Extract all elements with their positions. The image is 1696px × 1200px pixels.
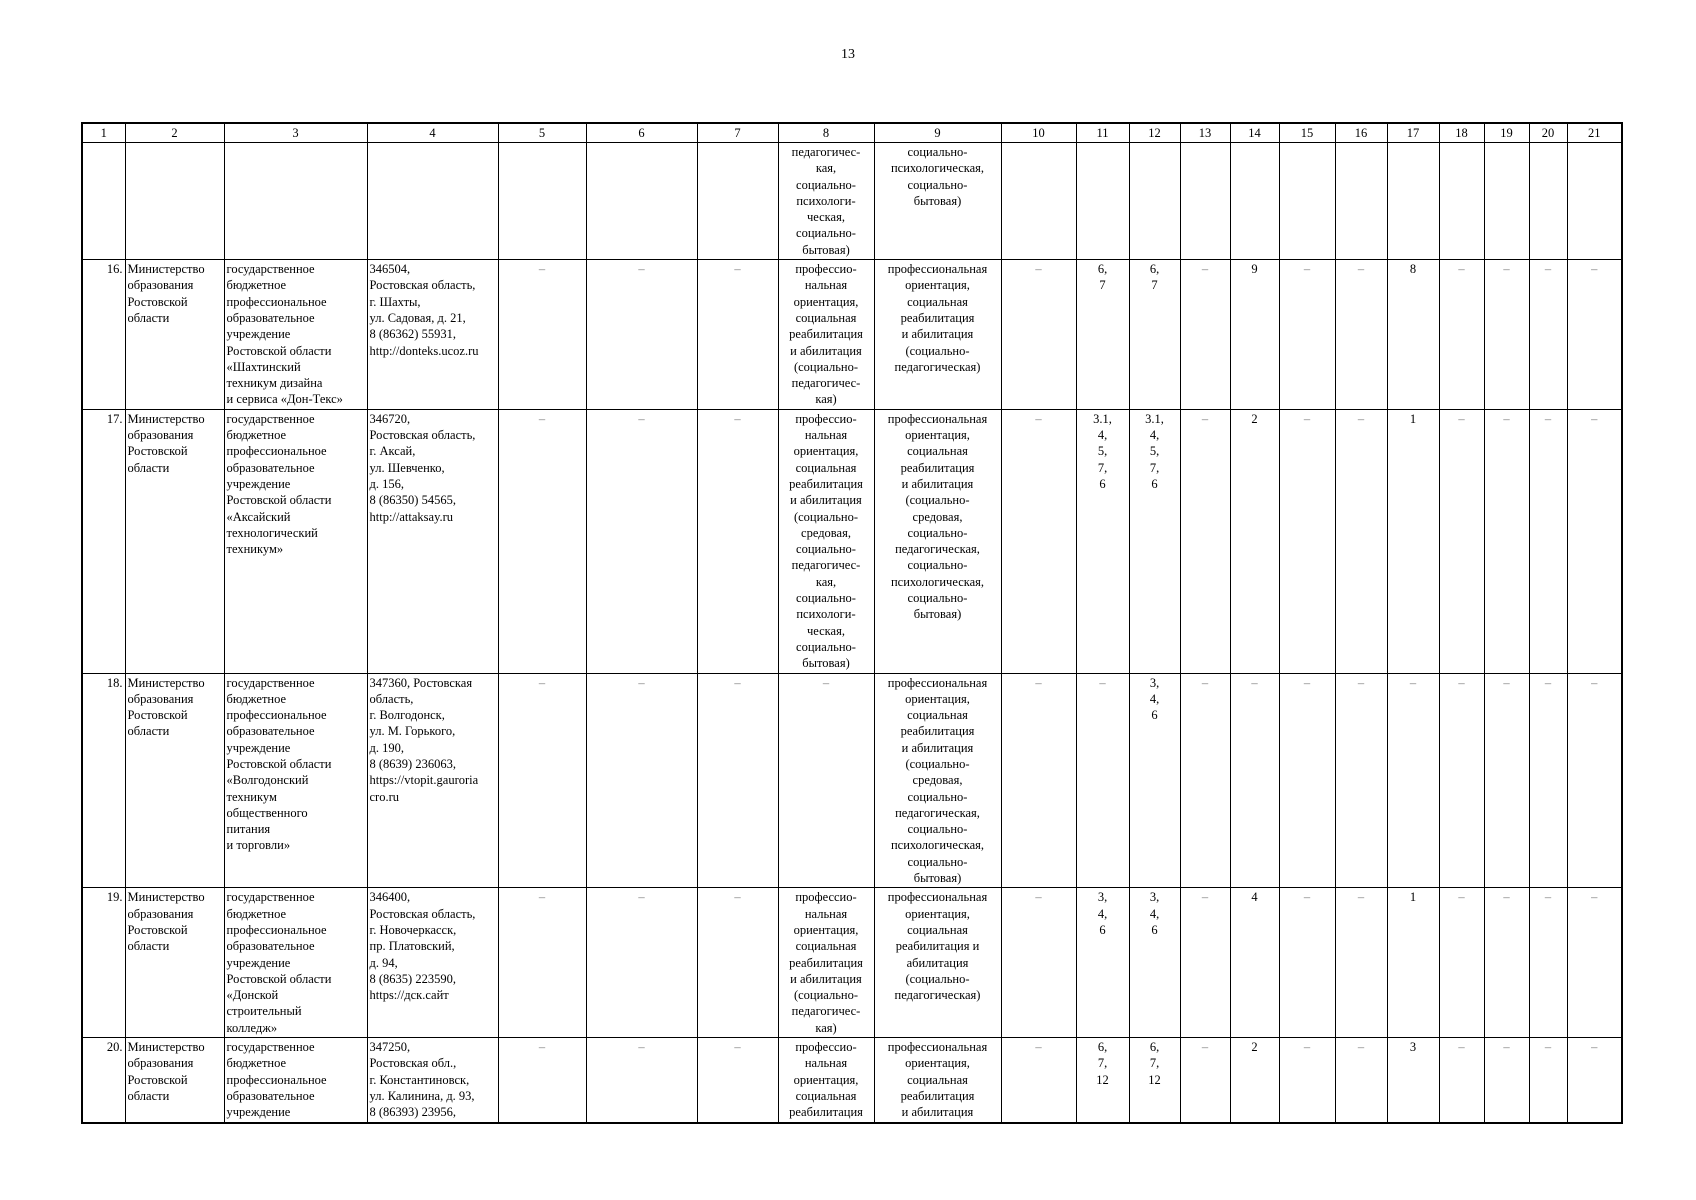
column-header-12: 12 xyxy=(1129,123,1180,143)
cell-c21: – xyxy=(1567,888,1622,1038)
cell-c5: – xyxy=(498,260,586,410)
cell-c8: профессио- нальная ориентация, социальная реабилитация и абилитация (социально- педагогичес- кая) xyxy=(778,888,874,1038)
cell-c6: – xyxy=(586,260,697,410)
cell-c9: профессиональная ориентация, социальная реабилитация и абилитация (социально- средовая, социально- педагогическая, социально- психологическая, социально- бытовая) xyxy=(874,673,1001,888)
cell-c18 xyxy=(1439,143,1484,260)
cell-c5: – xyxy=(498,1038,586,1123)
cell-c14: – xyxy=(1230,673,1279,888)
cell-c19: – xyxy=(1484,409,1529,673)
column-header-19: 19 xyxy=(1484,123,1529,143)
cell-c12 xyxy=(1129,143,1180,260)
column-header-7: 7 xyxy=(697,123,778,143)
cell-c19: – xyxy=(1484,1038,1529,1123)
column-header-11: 11 xyxy=(1076,123,1129,143)
cell-c18: – xyxy=(1439,888,1484,1038)
table-body xyxy=(82,143,1622,1123)
column-header-5: 5 xyxy=(498,123,586,143)
cell-c5: – xyxy=(498,888,586,1038)
cell-c6: – xyxy=(586,673,697,888)
page-number: 13 xyxy=(841,47,855,62)
column-number-row xyxy=(82,123,1622,143)
cell-c18: – xyxy=(1439,409,1484,673)
cell-institution: государственное бюджетное профессиональное образовательное учреждение Ростовской области «Шахтинский техникум дизайна и сервиса «Дон-Текс» xyxy=(224,260,367,410)
cell-institution: государственное бюджетное профессиональное образовательное учреждение Ростовской области «Донской строительный колледж» xyxy=(224,888,367,1038)
cell-c21 xyxy=(1567,143,1622,260)
cell-c19: – xyxy=(1484,673,1529,888)
cell-c11: 3, 4, 6 xyxy=(1076,888,1129,1038)
cell-c14 xyxy=(1230,143,1279,260)
column-header-6: 6 xyxy=(586,123,697,143)
cell-c6 xyxy=(586,143,697,260)
cell-c17: 1 xyxy=(1387,409,1439,673)
cell-c12: 6, 7 xyxy=(1129,260,1180,410)
cell-c20: – xyxy=(1529,260,1567,410)
cell-c13 xyxy=(1180,143,1230,260)
cell-c5: – xyxy=(498,409,586,673)
cell-c20: – xyxy=(1529,673,1567,888)
cell-c12: 3, 4, 6 xyxy=(1129,888,1180,1038)
cell-num: 18. xyxy=(82,673,125,888)
cell-c15: – xyxy=(1279,260,1335,410)
cell-c11: – xyxy=(1076,673,1129,888)
registry-table xyxy=(81,122,1623,1124)
table-row xyxy=(82,673,1622,888)
cell-c16: – xyxy=(1335,260,1387,410)
cell-c14: 4 xyxy=(1230,888,1279,1038)
cell-c7: – xyxy=(697,888,778,1038)
cell-c15: – xyxy=(1279,888,1335,1038)
cell-c16: – xyxy=(1335,1038,1387,1123)
cell-c6: – xyxy=(586,1038,697,1123)
cell-ministry: Министерство образования Ростовской области xyxy=(125,409,224,673)
cell-c10 xyxy=(1001,143,1076,260)
cell-ministry: Министерство образования Ростовской области xyxy=(125,1038,224,1123)
cell-address xyxy=(367,143,498,260)
cell-c7: – xyxy=(697,260,778,410)
cell-ministry: Министерство образования Ростовской области xyxy=(125,260,224,410)
cell-c14: 9 xyxy=(1230,260,1279,410)
cell-c11 xyxy=(1076,143,1129,260)
cell-address: 346400, Ростовская область, г. Новочеркасск, пр. Платовский, д. 94, 8 (8635) 223590, https://дск.сайт xyxy=(367,888,498,1038)
cell-c6: – xyxy=(586,409,697,673)
cell-c15: – xyxy=(1279,409,1335,673)
cell-num: 20. xyxy=(82,1038,125,1123)
table-row xyxy=(82,409,1622,673)
cell-c19: – xyxy=(1484,260,1529,410)
column-header-21: 21 xyxy=(1567,123,1622,143)
cell-c18: – xyxy=(1439,673,1484,888)
column-header-18: 18 xyxy=(1439,123,1484,143)
cell-c6: – xyxy=(586,888,697,1038)
cell-c21: – xyxy=(1567,1038,1622,1123)
cell-c20: – xyxy=(1529,888,1567,1038)
cell-c9: профессиональная ориентация, социальная реабилитация и абилитация (социально- педагогическая) xyxy=(874,260,1001,410)
cell-c21: – xyxy=(1567,409,1622,673)
column-header-16: 16 xyxy=(1335,123,1387,143)
column-header-2: 2 xyxy=(125,123,224,143)
cell-c14: 2 xyxy=(1230,409,1279,673)
cell-c15: – xyxy=(1279,1038,1335,1123)
cell-c9: профессиональная ориентация, социальная реабилитация и абилитация (социально- средовая, социально- педагогическая, социально- психологическая, социально- бытовая) xyxy=(874,409,1001,673)
cell-c13: – xyxy=(1180,1038,1230,1123)
cell-c10: – xyxy=(1001,1038,1076,1123)
cell-c13: – xyxy=(1180,260,1230,410)
cell-c8: профессио- нальная ориентация, социальная реабилитация и абилитация (социально- педагогичес- кая) xyxy=(778,260,874,410)
column-header-14: 14 xyxy=(1230,123,1279,143)
cell-num xyxy=(82,143,125,260)
cell-c10: – xyxy=(1001,409,1076,673)
table-row xyxy=(82,1038,1622,1123)
column-header-15: 15 xyxy=(1279,123,1335,143)
cell-c12: 3, 4, 6 xyxy=(1129,673,1180,888)
cell-c19: – xyxy=(1484,888,1529,1038)
cell-c7 xyxy=(697,143,778,260)
cell-c8: профессио- нальная ориентация, социальная реабилитация xyxy=(778,1038,874,1123)
column-header-9: 9 xyxy=(874,123,1001,143)
table-row xyxy=(82,260,1622,410)
cell-c13: – xyxy=(1180,673,1230,888)
cell-c16: – xyxy=(1335,673,1387,888)
cell-num: 19. xyxy=(82,888,125,1038)
cell-c7: – xyxy=(697,409,778,673)
cell-num: 16. xyxy=(82,260,125,410)
cell-c15: – xyxy=(1279,673,1335,888)
cell-c15 xyxy=(1279,143,1335,260)
cell-institution: государственное бюджетное профессиональное образовательное учреждение Ростовской области «Волгодонский техникум общественного питания и торговли» xyxy=(224,673,367,888)
cell-c8: профессио- нальная ориентация, социальная реабилитация и абилитация (социально- средовая, социально- педагогичес- кая, социально- психологи- ческая, социально- бытовая) xyxy=(778,409,874,673)
cell-c11: 3.1, 4, 5, 7, 6 xyxy=(1076,409,1129,673)
cell-c10: – xyxy=(1001,888,1076,1038)
cell-c16: – xyxy=(1335,888,1387,1038)
column-header-13: 13 xyxy=(1180,123,1230,143)
cell-c17: – xyxy=(1387,673,1439,888)
cell-c5: – xyxy=(498,673,586,888)
cell-c14: 2 xyxy=(1230,1038,1279,1123)
cell-c8: – xyxy=(778,673,874,888)
cell-c5 xyxy=(498,143,586,260)
cell-c21: – xyxy=(1567,260,1622,410)
cell-c12: 6, 7, 12 xyxy=(1129,1038,1180,1123)
cell-c13: – xyxy=(1180,888,1230,1038)
cell-c11: 6, 7 xyxy=(1076,260,1129,410)
cell-c18: – xyxy=(1439,260,1484,410)
column-header-3: 3 xyxy=(224,123,367,143)
cell-c17: 3 xyxy=(1387,1038,1439,1123)
cell-c20: – xyxy=(1529,1038,1567,1123)
cell-c19 xyxy=(1484,143,1529,260)
cell-c18: – xyxy=(1439,1038,1484,1123)
cell-ministry: Министерство образования Ростовской области xyxy=(125,888,224,1038)
cell-c17 xyxy=(1387,143,1439,260)
cell-c21: – xyxy=(1567,673,1622,888)
cell-ministry: Министерство образования Ростовской области xyxy=(125,673,224,888)
cell-c11: 6, 7, 12 xyxy=(1076,1038,1129,1123)
cell-address: 346504, Ростовская область, г. Шахты, ул. Садовая, д. 21, 8 (86362) 55931, http://donteks.ucoz.ru xyxy=(367,260,498,410)
column-header-1: 1 xyxy=(82,123,125,143)
cell-c12: 3.1, 4, 5, 7, 6 xyxy=(1129,409,1180,673)
column-header-4: 4 xyxy=(367,123,498,143)
cell-address: 346720, Ростовская область, г. Аксай, ул. Шевченко, д. 156, 8 (86350) 54565, http://attaksay.ru xyxy=(367,409,498,673)
cell-c13: – xyxy=(1180,409,1230,673)
cell-c9: профессиональная ориентация, социальная реабилитация и абилитация (социально- педагогическая) xyxy=(874,888,1001,1038)
cell-c7: – xyxy=(697,1038,778,1123)
cell-c17: 1 xyxy=(1387,888,1439,1038)
cell-ministry xyxy=(125,143,224,260)
column-header-8: 8 xyxy=(778,123,874,143)
cell-c8: педагогичес- кая, социально- психологи- ческая, социально- бытовая) xyxy=(778,143,874,260)
cell-c10: – xyxy=(1001,260,1076,410)
table-row xyxy=(82,143,1622,260)
cell-c20: – xyxy=(1529,409,1567,673)
cell-c10: – xyxy=(1001,673,1076,888)
column-header-20: 20 xyxy=(1529,123,1567,143)
column-header-10: 10 xyxy=(1001,123,1076,143)
column-header-17: 17 xyxy=(1387,123,1439,143)
cell-c16 xyxy=(1335,143,1387,260)
cell-address: 347360, Ростовская область, г. Волгодонск, ул. М. Горького, д. 190, 8 (8639) 236063, https://vtopit.gauroria cro.ru xyxy=(367,673,498,888)
cell-c20 xyxy=(1529,143,1567,260)
cell-institution: государственное бюджетное профессиональное образовательное учреждение Ростовской области «Аксайский технологический техникум» xyxy=(224,409,367,673)
cell-address: 347250, Ростовская обл., г. Константиновск, ул. Калинина, д. 93, 8 (86393) 23956, xyxy=(367,1038,498,1123)
cell-c7: – xyxy=(697,673,778,888)
cell-c9: социально- психологическая, социально- бытовая) xyxy=(874,143,1001,260)
cell-c16: – xyxy=(1335,409,1387,673)
cell-c17: 8 xyxy=(1387,260,1439,410)
cell-num: 17. xyxy=(82,409,125,673)
cell-institution: государственное бюджетное профессиональное образовательное учреждение xyxy=(224,1038,367,1123)
cell-c9: профессиональная ориентация, социальная реабилитация и абилитация xyxy=(874,1038,1001,1123)
cell-institution xyxy=(224,143,367,260)
table-row xyxy=(82,888,1622,1038)
